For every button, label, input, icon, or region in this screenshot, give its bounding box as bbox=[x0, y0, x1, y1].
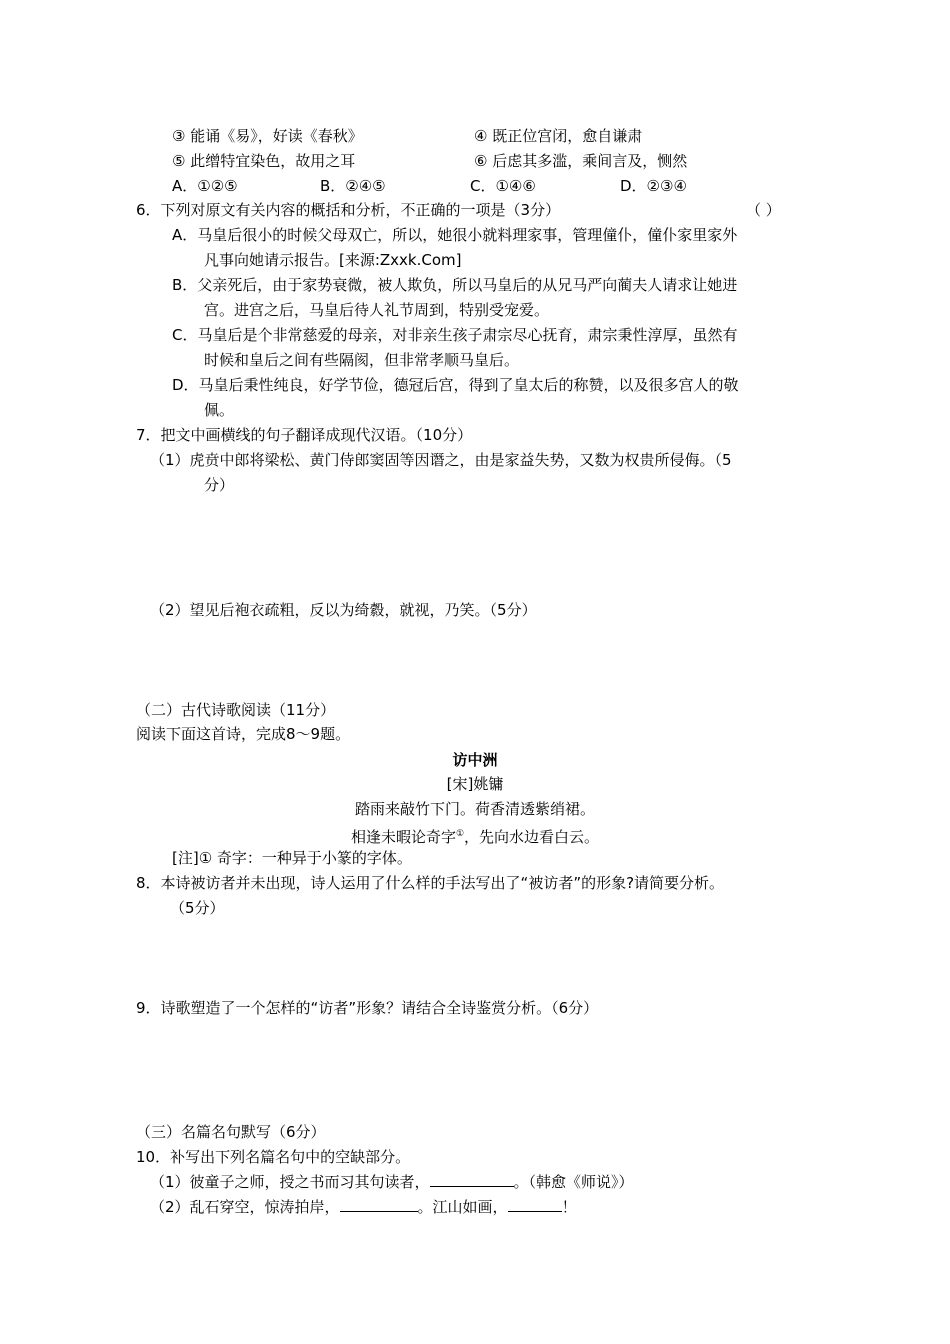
q5-option-5: ⑤ 此缯特宜染色，故用之耳 bbox=[172, 152, 356, 170]
q6-option-a-line1: A．马皇后很小的时候父母双亡，所以，她很小就料理家事，管理僮仆，僮仆家里家外 bbox=[172, 226, 738, 244]
section3-title: （三）名篇名句默写（6分） bbox=[136, 1123, 326, 1141]
poem-author: [宋]姚镛 bbox=[446, 775, 504, 793]
q6-option-b-line1: B．父亲死后，由于家势衰微，被人欺负，所以马皇后的从兄马严向蔺夫人请求让她进 bbox=[172, 276, 738, 294]
q6-option-c-line1: C．马皇后是个非常慈爱的母亲，对非亲生孩子肃宗尽心抚育，肃宗秉性淳厚，虽然有 bbox=[172, 326, 738, 344]
q5-choice-d: D．②③④ bbox=[620, 177, 687, 195]
q6-option-d-line1: D．马皇后秉性纯良，好学节俭，德冠后宫，得到了皇太后的称赞，以及很多宫人的敬 bbox=[172, 376, 739, 394]
section2-intro: 阅读下面这首诗，完成8～9题。 bbox=[136, 725, 351, 743]
q10-item-1-text: （1）彼童子之师，授之书而习其句读者， bbox=[150, 1173, 430, 1191]
q10-item-2-middle: 。江山如画， bbox=[417, 1198, 508, 1216]
q8-score: （5分） bbox=[170, 899, 225, 917]
q7-sentence-1-line2: 分） bbox=[204, 476, 235, 494]
poem-line-1: 踏雨来敲竹下门。荷香清透紫绡裙。 bbox=[354, 800, 595, 818]
q10-item-2-text: （2）乱石穿空，惊涛拍岸， bbox=[150, 1198, 340, 1216]
poem-note: [注]① 奇字：一种异于小篆的字体。 bbox=[172, 849, 412, 867]
q8-stem: 8．本诗被访者并未出现，诗人运用了什么样的手法写出了“被访者”的形象?请简要分析。 bbox=[136, 874, 725, 892]
q7-sentence-1-line1: （1）虎贲中郎将梁松、黄门侍郎窦固等因谮之，由是家益失势，又数为权贵所侵侮。（5 bbox=[150, 451, 732, 469]
section2-title: （二）古代诗歌阅读（11分） bbox=[136, 701, 336, 719]
q10-item-1-blank[interactable] bbox=[430, 1172, 514, 1187]
q10-item-2-blank-1[interactable] bbox=[340, 1197, 418, 1212]
poem-line-2-part1: 相逢未暇论奇字 bbox=[350, 828, 456, 846]
q5-option-3: ③ 能诵《易》，好读《春秋》 bbox=[172, 127, 363, 145]
q9-stem: 9．诗歌塑造了一个怎样的“访者”形象？请结合全诗鉴赏分析。（6分） bbox=[136, 999, 599, 1017]
q7-stem: 7．把文中画横线的句子翻译成现代汉语。（10分） bbox=[136, 426, 473, 444]
q10-stem: 10．补写出下列名篇名句中的空缺部分。 bbox=[136, 1148, 411, 1166]
footnote-marker: ① bbox=[455, 829, 465, 839]
q7-sentence-2: （2）望见后袍衣疏粗，反以为绮縠，就视，乃笑。（5分） bbox=[150, 601, 537, 619]
q5-choice-a: A．①②⑤ bbox=[172, 177, 238, 195]
q5-choice-c: C．①④⑥ bbox=[470, 177, 536, 195]
q5-choice-b: B．②④⑤ bbox=[320, 177, 386, 195]
q10-item-1-source: 。（韩愈《师说》） bbox=[513, 1173, 634, 1191]
poem-title: 访中洲 bbox=[452, 751, 498, 769]
q10-item-2-blank-2[interactable] bbox=[508, 1197, 562, 1212]
poem-line-2 bbox=[0, 824, 950, 847]
q6-answer-bracket: （ ） bbox=[746, 201, 781, 219]
q6-stem: 6．下列对原文有关内容的概括和分析，不正确的一项是（3分） bbox=[136, 201, 561, 219]
q5-option-6: ⑥ 后虑其多滥，乘间言及，恻然 bbox=[474, 152, 688, 170]
q5-option-4: ④ 既正位宫闭，愈自谦肃 bbox=[474, 127, 643, 145]
q10-item-2 bbox=[150, 1197, 577, 1217]
q6-option-c-line2: 时候和皇后之间有些隔阂，但非常孝顺马皇后。 bbox=[204, 351, 520, 369]
q10-item-1 bbox=[150, 1172, 634, 1192]
q6-option-a-line2: 凡事向她请示报告。[来源:Zxxk.Com] bbox=[204, 251, 462, 269]
q6-option-d-line2: 佩。 bbox=[204, 401, 235, 419]
q6-option-b-line2: 宫。进宫之后，马皇后待人礼节周到，特别受宠爱。 bbox=[204, 301, 550, 319]
q10-item-2-end: ！ bbox=[561, 1198, 577, 1216]
poem-line-2-part2: ，先向水边看白云。 bbox=[464, 828, 600, 846]
